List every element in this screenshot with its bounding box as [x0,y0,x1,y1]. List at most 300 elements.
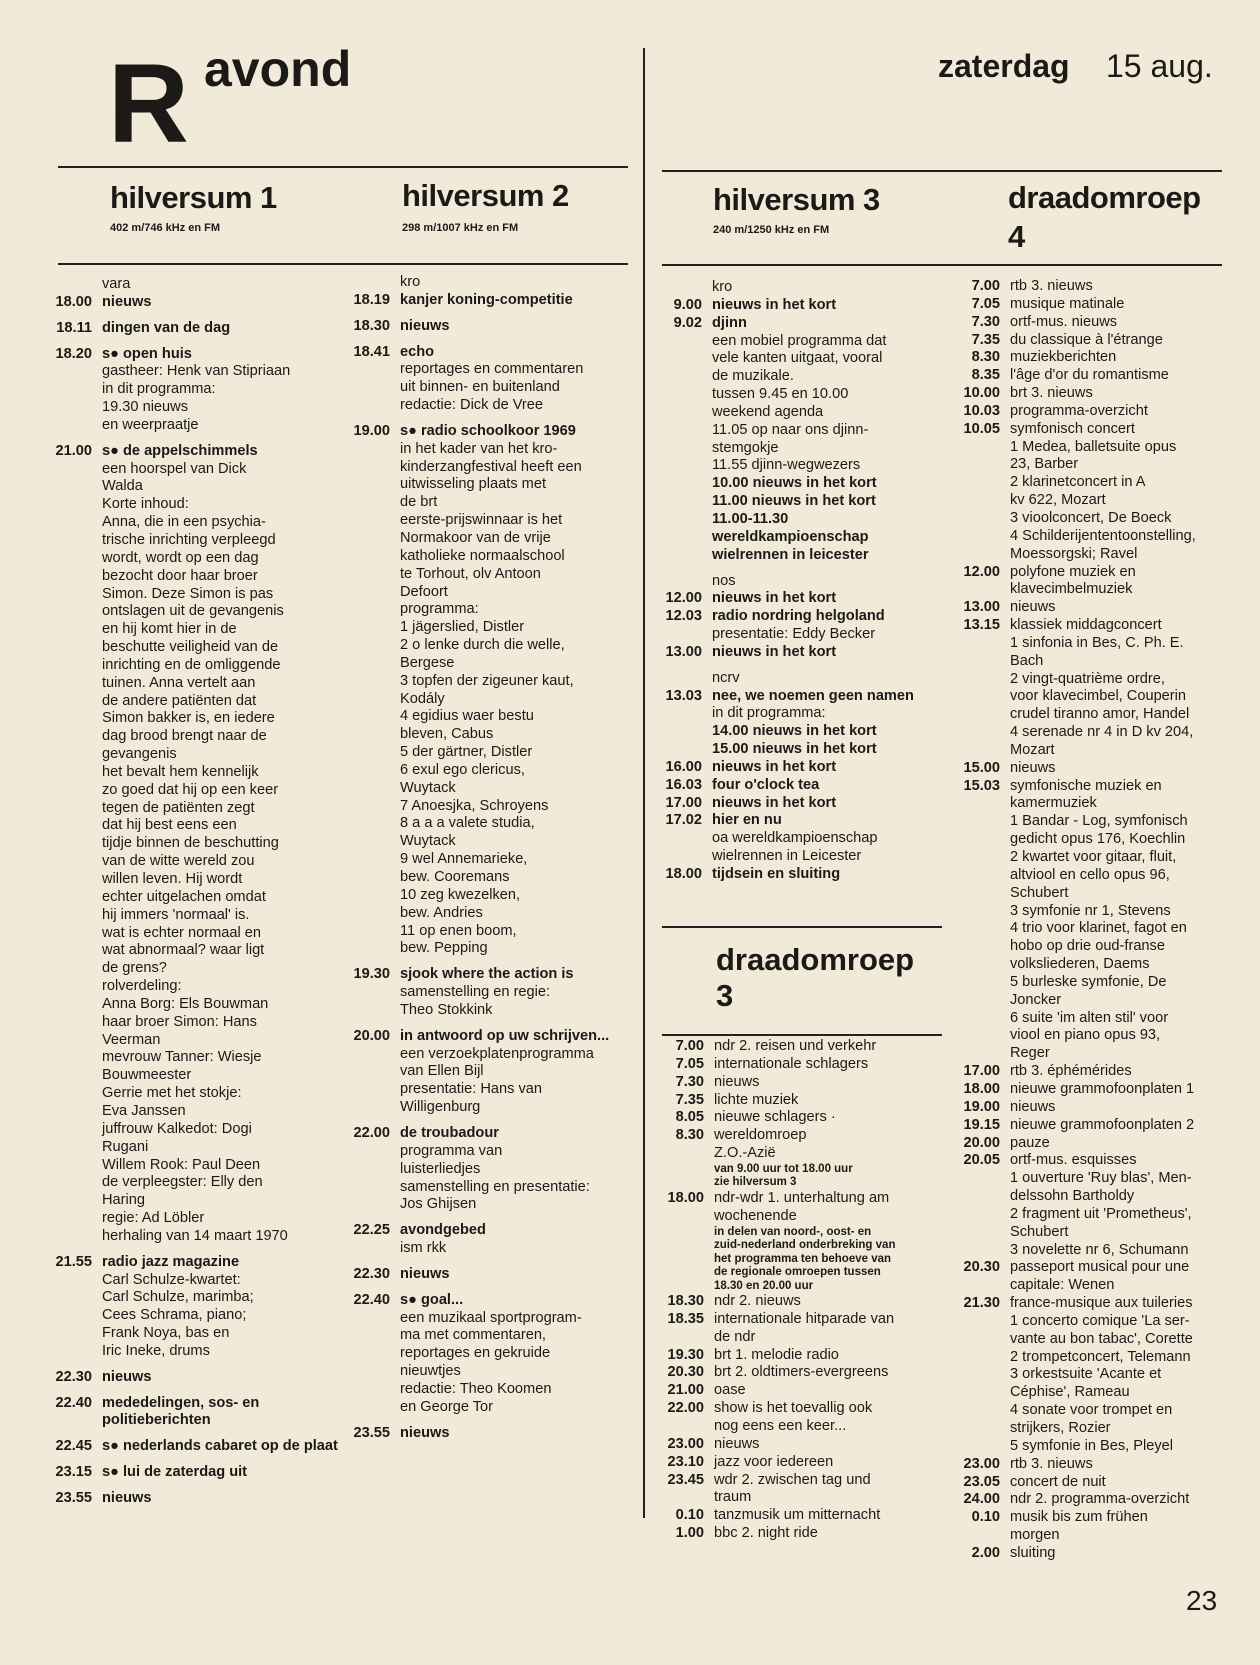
program-details [702,279,944,297]
program-entry [962,1349,1242,1367]
program-description-line: een verzoekplatenprogramma [400,1045,594,1062]
program-details: zuid-nederland onderbreking van [714,1239,896,1252]
program-description-line: dag brood brengt naar de [102,728,267,745]
program-description-line: en George Tor [400,1398,494,1415]
program-time: 19.00 [353,422,390,439]
program-entry [662,1525,944,1543]
program-entry [662,315,944,476]
program-title: four o'clock tea [712,776,820,793]
entry-spacer [52,1246,338,1254]
program-time [962,795,1000,813]
program-time: 18.00 [665,866,702,882]
program-details [390,1266,640,1284]
program-entry [962,314,1242,332]
program-details: ndr-wdr 1. unterhaltung am [714,1189,890,1206]
program-time [962,885,1000,903]
program-details: de ndr [714,1328,756,1345]
program-description-line: de verpleegster: Elly den [102,1174,263,1191]
program-title: tijdsein en sluiting [712,866,841,882]
program-details: ortf-mus. esquisses [1010,1152,1137,1169]
program-description-line: 1 jägerslied, Distler [400,619,525,636]
program-entry [662,529,944,547]
program-details [92,346,338,435]
program-time: 23.10 [667,1453,704,1470]
program-time [348,274,390,292]
program-details [390,1292,640,1417]
program-time: 18.00 [963,1080,1000,1097]
program-entry [962,760,1242,778]
program-entry [662,1163,944,1177]
program-details: 23, Barber [1010,456,1079,473]
program-details: 3 vioolconcert, De Boeck [1010,509,1172,526]
program-time: 10.03 [963,402,1000,419]
program-details: Mozart [1010,741,1055,758]
program-time: 7.30 [971,313,1000,330]
program-details [390,318,640,336]
program-description-line: presentatie: Eddy Becker [712,626,876,643]
program-time: 20.30 [963,1259,1000,1276]
program-description-line: ncrv [712,669,740,686]
program-description-line: 9 wel Annemarieke, [400,851,528,868]
page-weekday: zaterdag [938,48,1070,84]
program-time: 18.19 [353,291,390,308]
program-details: musik bis zum frühen [1010,1509,1148,1526]
program-details: viool en piano opus 93, [1010,1027,1161,1044]
program-details: Reger [1010,1045,1050,1062]
program-time: 12.00 [963,563,1000,580]
program-details: de regionale omroepen tussen [714,1266,881,1279]
program-time: 18.11 [56,319,92,336]
program-title: 11.00 nieuws in het kort [712,493,876,510]
program-entry [662,1239,944,1253]
program-details: brt 1. melodie radio [714,1346,839,1363]
program-time [662,573,702,591]
program-title: nieuws in het kort [712,590,837,607]
program-details: Schubert [1010,884,1069,901]
program-details: het programma ten behoeve van [714,1252,892,1265]
program-description-line: een hoorspel van Dick [102,460,247,477]
program-time: 7.05 [971,295,1000,312]
program-details: nog eens een keer... [714,1418,847,1434]
program-entry [662,644,944,662]
program-details [92,276,338,294]
program-title: in antwoord op uw schrijven... [400,1027,610,1044]
program-time: 13.00 [963,599,1000,616]
program-entry [52,1395,338,1431]
program-entry [962,1366,1242,1384]
program-entry [662,1400,944,1418]
program-time [962,1027,1000,1045]
program-entry [962,456,1242,474]
program-entry [662,1293,944,1311]
program-entry [962,992,1242,1010]
program-entry [962,1135,1242,1153]
program-description-line: dat hij best eens een [102,817,237,834]
program-description-line: Anna Borg: Els Bouwman [102,995,269,1012]
program-time [662,670,702,688]
program-entry [962,1295,1242,1313]
program-description-line: Jos Ghijsen [400,1196,477,1213]
program-description-line: rolverdeling: [102,978,182,995]
program-time: 1.00 [675,1525,704,1542]
program-title: mededelingen, sos- en politieberichten [102,1394,260,1429]
program-title: wereldkampioenschap [712,528,869,545]
program-description-line: mevrouw Tanner: Wiesje [102,1049,262,1066]
entry-spacer [348,1020,640,1028]
program-time: 23.15 [55,1464,92,1481]
program-time: 21.00 [667,1382,704,1399]
program-description-line: in dit programma: [102,381,216,398]
program-description-line: wordt, wordt op een dag [102,549,259,566]
program-details [702,644,944,662]
program-entry [662,511,944,529]
program-details: crudel tiranno amor, Handel [1010,706,1190,723]
program-details [92,1369,338,1387]
program-entry [662,1364,944,1382]
program-details: nieuws [1010,1098,1056,1115]
program-details [702,741,944,759]
program-title: s● nederlands cabaret op de plaat [102,1438,338,1455]
program-details: ndr 2. programma-overzicht [1010,1491,1190,1508]
d3-bottom-rule [662,1034,942,1036]
program-description-line: weekend agenda [712,403,824,420]
program-title: radio nordring helgoland [712,608,885,625]
program-description-line: wat is echter normaal en [102,924,261,941]
station-title-line-2: 3 [716,978,734,1013]
program-time [962,456,1000,474]
program-entry [962,1170,1242,1188]
program-time [962,635,1000,653]
program-time: 22.00 [353,1124,390,1141]
program-entry [662,590,944,608]
program-description-line: reportages en gekruide [400,1345,551,1362]
program-entry [962,724,1242,742]
program-entry [962,528,1242,546]
left-bottom-rule [58,263,628,265]
program-description-line: 11.55 djinn-wegwezers [712,457,861,474]
program-description-line: inrichting en de omliggende [102,656,281,673]
program-title: de troubadour [400,1124,499,1141]
program-description-line: nieuwtjes [400,1363,461,1380]
program-entry [662,547,944,565]
program-details: 2 kwartet voor gitaar, fluit, [1010,849,1177,865]
program-time: 18.20 [55,345,92,362]
program-description-line: samenstelling en presentatie: [400,1178,590,1195]
program-entry [662,1127,944,1145]
program-time [962,546,1000,564]
program-description-line: kro [712,279,733,295]
program-entry [962,920,1242,938]
program-description-line: zo goed dat hij op een keer [102,781,279,798]
program-time: 17.00 [665,794,702,811]
program-description-line: 19.30 nieuws [102,399,189,416]
program-description-line: 11.05 op naar ons djinn- [712,421,869,438]
program-entry [662,608,944,644]
station-freq-hilversum-2: 298 m/1007 kHz en FM [402,222,519,234]
program-time: 19.30 [667,1346,704,1363]
program-details: symfonische muziek en [1010,777,1162,794]
program-description-line: Defoort [400,583,448,600]
program-entry [962,421,1242,439]
program-details: rtb 3. nieuws [1010,278,1093,294]
program-entry [962,795,1242,813]
program-time [662,1239,704,1253]
program-title: nieuws in het kort [712,643,837,660]
program-entry [962,1010,1242,1028]
program-entry [662,1489,944,1507]
program-description-line: 4 egidius waer bestu [400,708,534,725]
program-time [962,1527,1000,1545]
program-details: du classique à l'étrange [1010,331,1163,348]
program-description-line: bezocht door haar broer [102,567,258,584]
program-details: nieuwe schlagers · [714,1109,836,1126]
program-entry [662,1436,944,1454]
program-time: 10.05 [963,420,1000,437]
program-time [962,813,1000,831]
program-description-line: Gerrie met het stokje: [102,1085,242,1102]
program-details: 2 vingt-quatrième ordre, [1010,670,1165,687]
program-entry [662,670,944,688]
program-entry [962,706,1242,724]
program-entry [962,849,1242,867]
program-description-line: samenstelling en regie: [400,984,551,1001]
program-details: polyfone muziek en [1010,563,1136,580]
program-details: wdr 2. zwischen tag und [714,1471,871,1488]
program-details: france-musique aux tuileries [1010,1295,1193,1312]
program-time: 18.30 [353,317,390,334]
program-details [390,1222,640,1258]
program-time: 22.45 [55,1438,92,1455]
program-details: altviool en cello opus 96, [1010,866,1170,883]
program-entry [962,1402,1242,1420]
program-time [662,723,702,741]
program-description-line: redactie: Dick de Vree [400,397,544,414]
program-entry [662,741,944,759]
entry-spacer [348,336,640,344]
program-time: 12.03 [665,608,702,625]
program-details: nieuws [714,1435,760,1452]
program-description-line: trische inrichting verpleegd [102,531,276,548]
program-entry [348,1266,640,1284]
program-details [702,529,944,547]
program-entry [662,493,944,511]
program-time [962,742,1000,760]
program-time: 21.00 [55,442,92,459]
station-title-draadomroep-4 [1008,182,1201,252]
program-time [962,849,1000,867]
program-description-line: ism rkk [400,1240,447,1257]
entry-spacer [662,662,944,670]
program-details: nieuwe grammofoonplaten 1 [1010,1080,1195,1097]
program-details: musique matinale [1010,295,1125,312]
program-description-line: Walda [102,478,143,495]
program-details: 3 symfonie nr 1, Stevens [1010,902,1171,919]
program-details: Céphise', Rameau [1010,1384,1130,1401]
program-details: concert de nuit [1010,1473,1106,1490]
program-time [962,974,1000,992]
draadomroep-4-schedule [962,278,1242,1563]
program-time: 8.30 [675,1127,704,1144]
program-time: 23.00 [667,1435,704,1452]
program-description-line: programma van [400,1142,503,1159]
program-description-line: kro [400,274,421,290]
program-entry [662,1074,944,1092]
program-entry [348,1125,640,1214]
program-time [962,1349,1000,1367]
program-details [702,573,944,591]
program-time [962,1188,1000,1206]
program-time [662,511,702,529]
program-details [702,315,944,476]
program-entry [962,1099,1242,1117]
program-description-line: ma met commentaren, [400,1327,546,1344]
program-details: 5 symfonie in Bes, Pleyel [1010,1437,1174,1454]
program-time: 13.15 [963,617,1000,634]
program-time: 16.03 [665,776,702,793]
program-details: 4 Schilderijententoonstelling, [1010,527,1196,544]
program-details: nieuws [714,1073,760,1090]
program-description-line: Carl Schulze-kwartet: [102,1271,241,1288]
program-time [52,276,92,294]
program-details [92,1464,338,1482]
program-description-line: bleven, Cabus [400,726,494,743]
program-title: nieuws in het kort [712,794,837,811]
program-time [962,671,1000,689]
program-time [962,867,1000,885]
program-description-line: reportages en commentaren [400,361,584,378]
program-time: 19.30 [353,966,390,983]
entry-spacer [52,1430,338,1438]
program-details: 1 Bandar - Log, symfonisch [1010,813,1188,830]
program-entry [662,1280,944,1294]
program-entry [962,1117,1242,1135]
program-entry [662,1329,944,1347]
program-entry [662,1190,944,1208]
program-entry [662,475,944,493]
program-time [962,1331,1000,1349]
program-description-line: in het kader van het kro- [400,440,558,457]
program-details: wochenende [714,1207,797,1224]
program-title: nieuws [102,1368,152,1385]
program-description-line: Simon bakker is, en iedere [102,710,275,727]
program-entry [962,1491,1242,1509]
program-details: 4 serenade nr 4 in D kv 204, [1010,724,1194,741]
program-entry [962,1224,1242,1242]
program-entry [348,1292,640,1417]
program-entry [52,1490,338,1508]
program-description-line: Simon. Deze Simon is pas [102,585,274,602]
program-description-line: tegen de patiënten zegt [102,799,255,816]
program-title: hier en nu [712,812,782,829]
program-entry [962,367,1242,385]
station-title-line-2: 4 [1008,219,1025,254]
program-details [702,590,944,608]
program-description-line: uit binnen- en buitenland [400,379,560,396]
program-entry [348,274,640,292]
program-description-line: haar broer Simon: Hans [102,1013,257,1030]
program-time [962,1242,1000,1260]
station-title-line-1: draadomroep [716,942,915,977]
program-title: avondgebed [400,1222,486,1239]
program-description-line: 10 zeg kwezelken, [400,886,521,903]
program-entry [662,1253,944,1267]
program-entry [962,617,1242,635]
program-description-line: katholieke normaalschool [400,547,565,564]
program-description-line: tuinen. Anna vertelt aan [102,674,256,691]
station-freq-hilversum-3: 240 m/1250 kHz en FM [713,224,830,236]
program-time: 15.03 [963,777,1000,794]
program-time: 18.35 [667,1310,704,1327]
program-details: nieuws [1010,599,1056,616]
program-details: nieuwe grammofoonplaten 2 [1010,1116,1195,1133]
program-time: 9.02 [673,314,702,331]
program-details [92,294,338,312]
entry-spacer [52,312,338,320]
program-time [662,529,702,547]
program-entry [52,346,338,435]
program-entry [962,1045,1242,1063]
program-description-line: Willigenburg [400,1099,481,1116]
program-entry [662,866,944,884]
program-details: passeport musical pour une [1010,1259,1190,1276]
program-time: 17.02 [665,812,702,829]
entry-spacer [52,435,338,443]
program-entry [962,581,1242,599]
program-entry [52,294,338,312]
program-time: 8.05 [675,1109,704,1126]
entry-spacer [52,1482,338,1490]
program-time [662,475,702,493]
program-entry [52,320,338,338]
program-description-line: Wuytack [400,833,456,850]
program-time [662,493,702,511]
program-description-line: eerste-prijswinnaar is het [400,512,563,529]
program-details [702,297,944,315]
program-description-line: Frank Noya, bas en [102,1325,230,1342]
program-entry [962,385,1242,403]
entry-spacer [348,1117,640,1125]
program-entry [348,423,640,958]
program-time: 10.00 [963,385,1000,402]
program-entry [962,831,1242,849]
program-time: 8.35 [971,367,1000,384]
program-description-line: regie: Ad Löbler [102,1210,205,1227]
program-details: 18.30 en 20.00 uur [714,1279,814,1292]
program-description-line: 6 exul ego clericus, [400,761,525,778]
program-title: dingen van de dag [102,319,231,336]
program-time: 20.00 [963,1134,1000,1151]
program-time [662,1253,704,1267]
program-time: 2.00 [971,1544,1000,1561]
program-details: nieuws [1010,759,1056,776]
program-entry [962,546,1242,564]
program-entry [348,1222,640,1258]
program-entry [962,1384,1242,1402]
program-time: 8.30 [971,349,1000,366]
program-details: klavecimbelmuziek [1010,581,1133,598]
program-description-line: herhaling van 14 maart 1970 [102,1227,288,1244]
program-time: 20.00 [353,1027,390,1044]
program-details: lichte muziek [714,1091,799,1108]
program-entry [662,1347,944,1365]
program-entry [52,1464,338,1482]
program-details [390,966,640,1020]
program-title: wielrennen in leicester [712,546,869,563]
program-entry [662,795,944,813]
program-details: l'âge d'or du romantisme [1010,367,1169,384]
program-entry [962,635,1242,653]
program-time [962,956,1000,974]
